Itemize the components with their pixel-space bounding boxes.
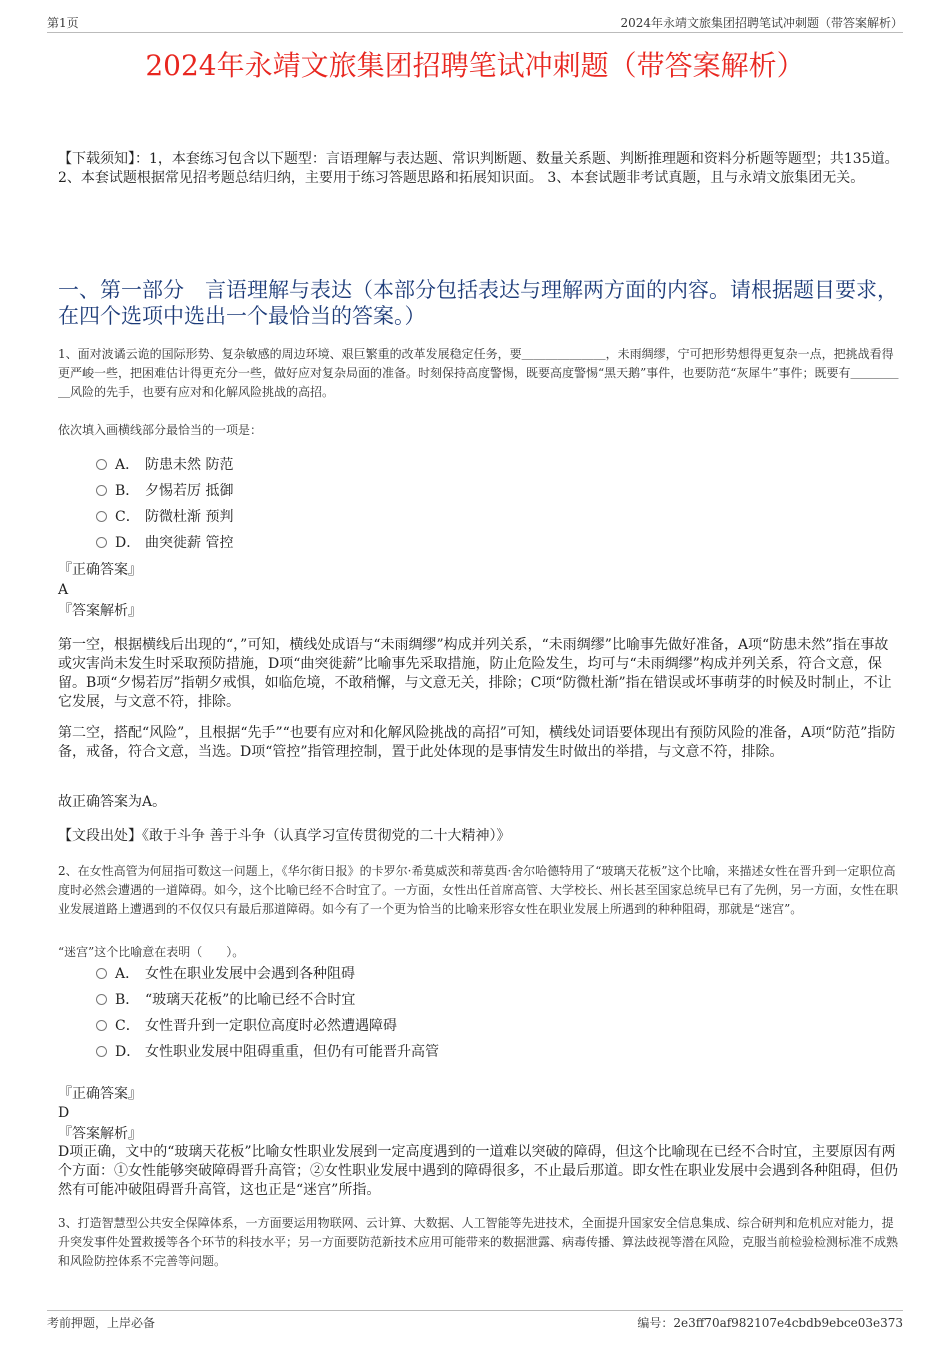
q1-prompt: 依次填入画横线部分最恰当的一项是： [58,423,263,437]
page-footer [47,1310,903,1332]
q1-answer: A [58,582,69,598]
q1-conclusion: 故正确答案为A。 [58,794,167,810]
footer-slogan: 考前押题，上岸必备 [47,1316,156,1330]
q1-option-c[interactable]: C． 防微杜渐 预判 [96,507,233,527]
q2-option-d[interactable]: D． 女性职业发展中阻碍重重，但仍有可能晋升高管 [96,1042,439,1062]
q1-source: 【文段出处】《敢于斗争 善于斗争（认真学习宣传贯彻党的二十大精神）》 [58,828,511,844]
download-notice: 【下载须知】：1，本套练习包含以下题型：言语理解与表达题、常识判断题、数量关系题、判断推理题和资料分析题等题型；共135道。 2、本套试题根据常见招考题总结归纳，主要用于练习答题思路和拓展知识面。 3、本套试题非考试真题，且与永靖文旅集团无关。 [58,151,899,186]
q2-option-b[interactable]: B． “玻璃天花板”的比喻已经不合时宜 [96,990,355,1010]
section-heading: 一、第一部分 言语理解与表达（本部分包括表达与理解两方面的内容。请根据题目要求，在四个选项中选出一个最恰当的答案。） [58,278,898,328]
q2-analysis: D项正确，文中的“玻璃天花板”比喻女性职业发展到一定高度遇到的一道难以突破的障碍，但这个比喻现在已经不合时宜，主要原因有两个方面：①女性能够突破障碍晋升高管；②女性职业发展中遇到的障碍很多，不止最后那道。即女性在职业发展中会遇到各种阻碍，但仍然有可能冲破阻碍晋升高管，这也正是“迷宫”所指。 [58,1144,898,1198]
q1-option-a[interactable]: A． 防患未然 防范 [96,455,233,475]
radio-icon[interactable] [96,968,107,979]
q2-stem: 2、在女性高管为何屈指可数这一问题上，《华尔街日报》的卡罗尔·希莫威茨和蒂莫西·舍尔哈德特用了“玻璃天花板”这个比喻，来描述女性在晋升到一定职位高度时必然会遭遇的一道障碍。如今，这个比喻已经不合时宜了。一方面，女性出任首席高管、大学校长、州长甚至国家总统早已有了先例，另一方面，女性在职业发展道路上遭遇到的不仅仅只有最后那道障碍。如今有了一个更为恰当的比喻来形容女性在职业发展上所遇到的种种阻碍，那就是“迷宫”。 [58,864,899,916]
q2-answer-label: 『正确答案』 [58,1086,142,1102]
radio-icon[interactable] [96,485,107,496]
q1-analysis-2: 第二空，搭配“风险”，且根据“先手”“也要有应对和化解风险挑战的高招”可知，横线处词语要体现出有预防风险的准备，A项“防范”指防备，戒备，符合文意，当选。D项“管控”指管理控制，置于此处体现的是事情发生时做出的举措，与文意不符，排除。 [58,725,896,760]
radio-icon[interactable] [96,511,107,522]
q2-option-a[interactable]: A． 女性在职业发展中会遇到各种阻碍 [96,964,355,984]
page-header [47,14,903,33]
document-code: 编号：2e3ff70af982107e4cbdb9ebce03e373 [637,1316,903,1330]
q3-stem: 3、打造智慧型公共安全保障体系，一方面要运用物联网、云计算、大数据、人工智能等先进技术，全面提升国家安全信息集成、综合研判和危机应对能力，提升突发事件处置救援等各个环节的科技水平；另一方面要防范新技术应用可能带来的数据泄露、病毒传播、算法歧视等潜在风险，克服当前检验检测标准不成熟和风险防控体系不完善等问题。 [58,1216,899,1268]
radio-icon[interactable] [96,1046,107,1057]
radio-icon[interactable] [96,994,107,1005]
page-number: 第1页 [47,16,79,30]
q2-prompt: “迷宫”这个比喻意在表明（ ）。 [58,945,245,959]
header-doc-title: 2024年永靖文旅集团招聘笔试冲刺题（带答案解析） [620,16,903,30]
q1-stem: 1、面对波谲云诡的国际形势、复杂敏感的周边环境、艰巨繁重的改革发展稳定任务，要＿＿＿＿＿＿＿，未雨绸缪，宁可把形势想得更复杂一点，把挑战看得更严峻一些，把困难估计得更充分一些，做好应对复杂局面的准备。时刻保持高度警惕，既要高度警惕“黑天鹅”事件，也要防范“灰犀牛”事件；既要有＿＿＿＿＿风险的先手，也要有应对和化解风险挑战的高招。 [58,347,899,399]
q1-option-d[interactable]: D． 曲突徙薪 管控 [96,533,233,553]
document-title: 2024年永靖文旅集团招聘笔试冲刺题（带答案解析） [145,49,805,82]
q2-option-c[interactable]: C． 女性晋升到一定职位高度时必然遭遇障碍 [96,1016,397,1036]
q2-analysis-label: 『答案解析』 [58,1126,142,1142]
radio-icon[interactable] [96,537,107,548]
q1-analysis-1: 第一空，根据横线后出现的“，”可知，横线处成语与“未雨绸缪”构成并列关系，“未雨绸缪”比喻事先做好准备，A项“防患未然”指在事故或灾害尚未发生时采取预防措施，D项“曲突徙薪”比喻事先采取措施，防止危险发生，均可与“未雨绸缪”构成并列关系，符合文意，保留。B项“夕惕若厉”指朝夕戒惧，如临危境，不敢稍懈，与文意无关，排除；C项“防微杜渐”指在错误或坏事萌芽的时候及时制止，不让它发展，与文意不符，排除。 [58,637,892,710]
radio-icon[interactable] [96,459,107,470]
q1-option-b[interactable]: B． 夕惕若厉 抵御 [96,481,233,501]
q2-answer: D [58,1105,70,1121]
q1-analysis-label: 『答案解析』 [58,603,142,619]
radio-icon[interactable] [96,1020,107,1031]
q1-answer-label: 『正确答案』 [58,562,142,578]
